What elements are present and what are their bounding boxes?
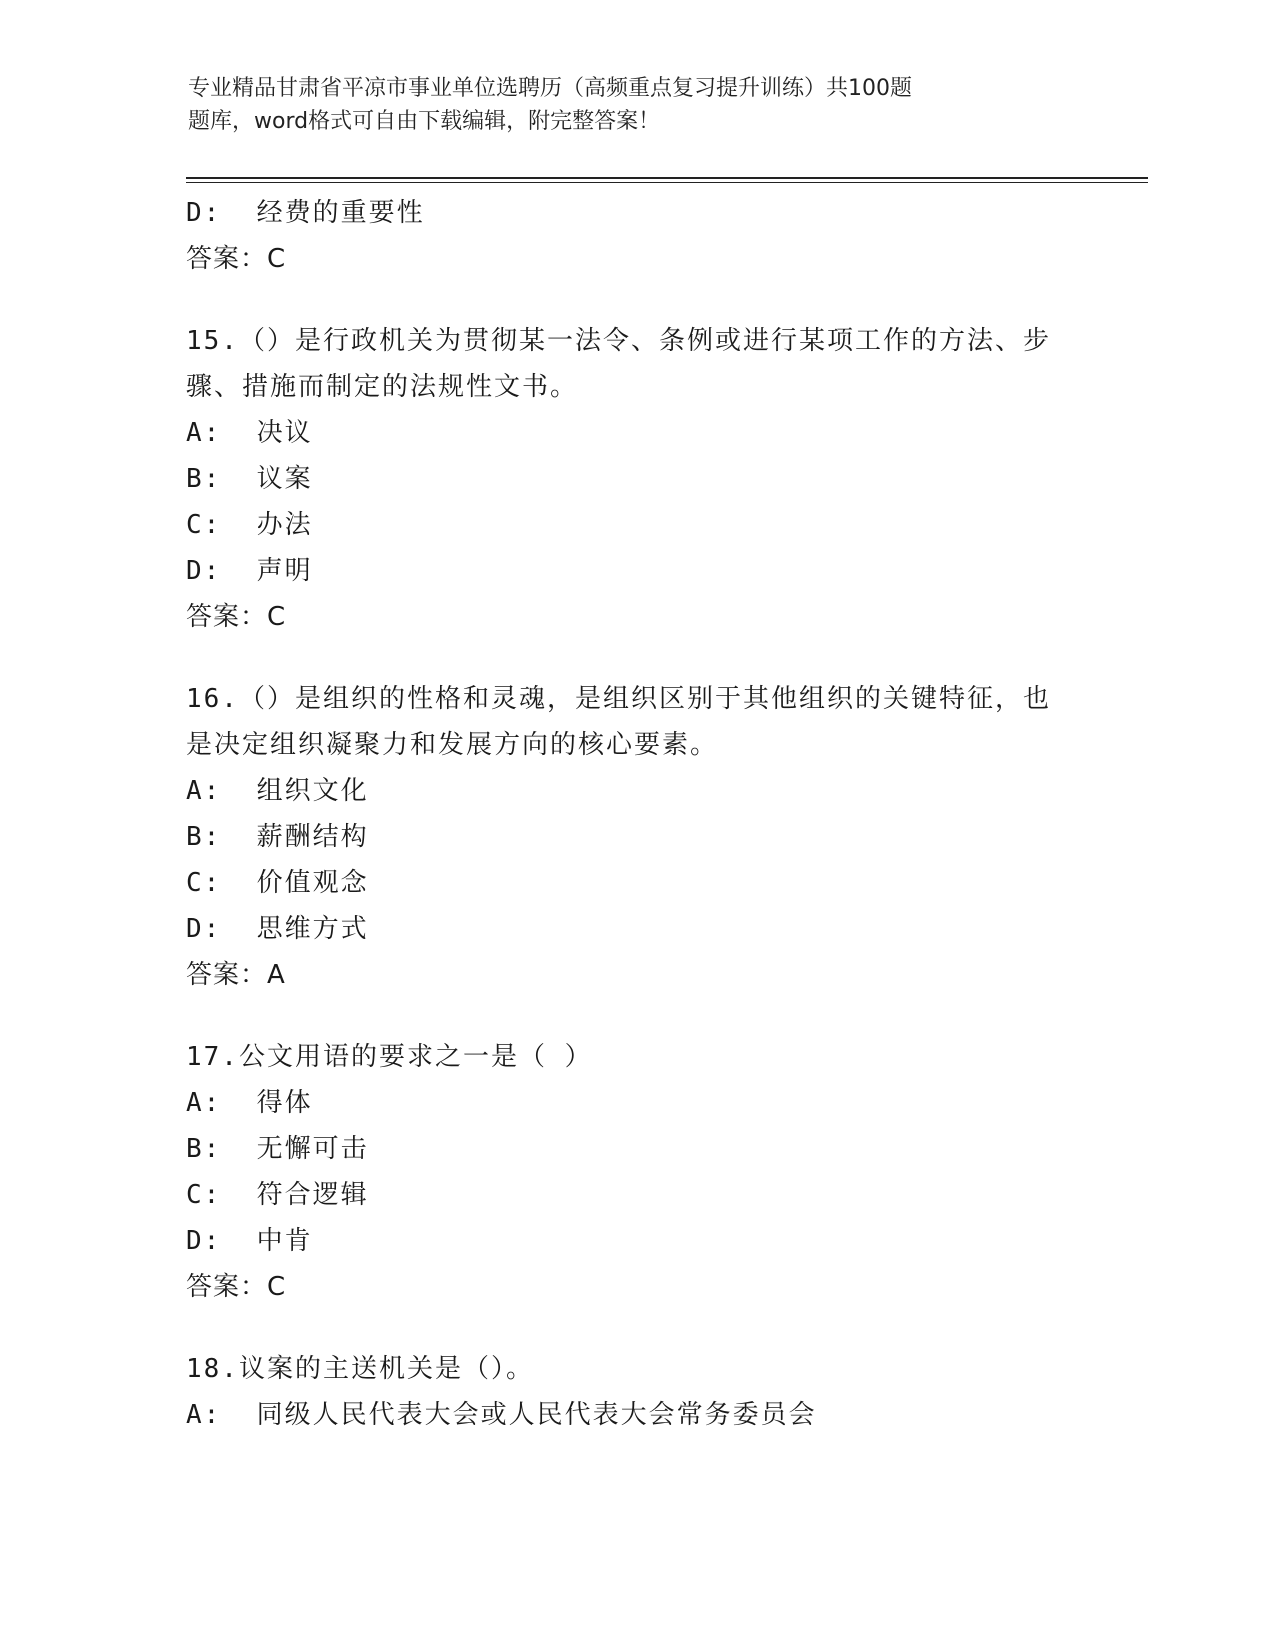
question-text-line-1: 17.公文用语的要求之一是（ ） [186, 1042, 593, 1072]
question-text-line-2: 是决定组织凝聚力和发展方向的核心要素。 [186, 730, 719, 760]
option-d: D: 中肯 [186, 1226, 313, 1256]
option-a: A: 同级人民代表大会或人民代表大会常务委员会 [186, 1400, 817, 1430]
question-text-line-1: 15.（）是行政机关为贯彻某一法令、条例或进行某项工作的方法、步 [186, 326, 1051, 356]
question-content [186, 190, 1086, 1438]
header-divider-thick [186, 177, 1148, 179]
answer-line: 答案：C [186, 1272, 287, 1302]
option-c: C: 符合逻辑 [186, 1180, 369, 1210]
question-text-line-1: 18.议案的主送机关是（）。 [186, 1354, 534, 1384]
question-16 [186, 676, 1086, 998]
question-text-line-2: 骤、措施而制定的法规性文书。 [186, 372, 579, 402]
option-b: B: 薪酬结构 [186, 822, 369, 852]
option-b: B: 议案 [186, 464, 313, 494]
option-d: D: 思维方式 [186, 914, 369, 944]
question-text-line-1: 16.（）是组织的性格和灵魂，是组织区别于其他组织的关键特征，也 [186, 684, 1051, 714]
header-divider-thin [186, 182, 1148, 183]
header-title-line-2: 题库，word格式可自由下载编辑，附完整答案！ [188, 109, 661, 134]
option-a: A: 决议 [186, 418, 313, 448]
option-c: C: 办法 [186, 510, 313, 540]
option-d: D: 声明 [186, 556, 313, 586]
option-b: B: 无懈可击 [186, 1134, 369, 1164]
header-title-line-1: 专业精品甘肃省平凉市事业单位选聘历（高频重点复习提升训练）共100题 [188, 76, 912, 101]
document-header [188, 72, 1048, 138]
question-18 [186, 1346, 1086, 1438]
answer-line: 答案：C [186, 244, 287, 274]
option-c: C: 价值观念 [186, 868, 369, 898]
answer-line: 答案：A [186, 960, 286, 990]
option-d: D: 经费的重要性 [186, 198, 425, 228]
carryover-block [186, 190, 1086, 282]
option-a: A: 得体 [186, 1088, 313, 1118]
answer-line: 答案：C [186, 602, 287, 632]
question-17 [186, 1034, 1086, 1310]
question-15 [186, 318, 1086, 640]
option-a: A: 组织文化 [186, 776, 369, 806]
